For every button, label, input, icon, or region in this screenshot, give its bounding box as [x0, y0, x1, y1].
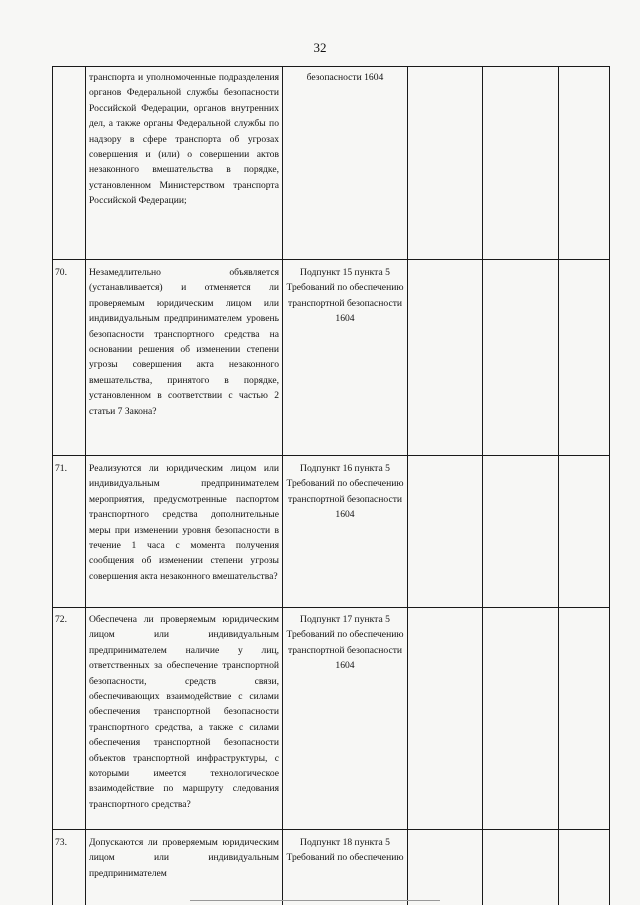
row-reference: безопасности 1604 — [306, 72, 384, 83]
page-edge-mark — [190, 900, 440, 901]
row-reference: Подпункт 16 пункта 5 Требований по обеспечению транспортной безопасности 1604 — [286, 463, 404, 521]
column-rule — [558, 66, 559, 905]
row-description: Допускаются ли проверяемым юридическим лицом или индивидуальным предпринимателем — [89, 837, 279, 879]
column-rule — [85, 66, 86, 905]
row-reference: Подпункт 15 пункта 5 Требований по обеспечению транспортной безопасности 1604 — [286, 267, 404, 325]
row-description: Незамедлительно объявляется (устанавливается) и отменяется ли проверяемым юридическим лицом или индивидуальным предпринимателем уровень безопасности транспортного средства на основании решения об изменении степени угрозы совершения акта незаконного вмешательства, принятого в порядке, установленном в соответствии с частью 2 статьи 7 Закона? — [89, 267, 279, 417]
column-rule — [407, 66, 408, 905]
column-rule — [282, 66, 283, 905]
row-description: транспорта и уполномоченные подразделения органов Федеральной службы безопасности Российской Федерации, органов внутренних дел, а также органы Федеральной службы по надзору в сфере транспорта об угрозах совершения и (или) о совершении актов незаконного вмешательства в порядке, установленном Министерством транспорта Российской Федерации; — [89, 72, 279, 207]
row-number: 70. — [55, 267, 67, 278]
row-number: 71. — [55, 463, 67, 474]
row-number: 73. — [55, 837, 67, 848]
row-reference: Подпункт 17 пункта 5 Требований по обеспечению транспортной безопасности 1604 — [286, 614, 404, 672]
column-rule — [609, 66, 610, 905]
column-rule — [482, 66, 483, 905]
row-reference: Подпункт 18 пункта 5 Требований по обеспечению — [286, 837, 404, 864]
checklist-table — [52, 66, 610, 905]
row-number: 72. — [55, 614, 67, 625]
row-rule — [52, 455, 610, 456]
column-rule — [52, 66, 53, 905]
row-description: Реализуются ли юридическим лицом или индивидуальным предпринимателем мероприятия, предусмотренные паспортом транспортного средства дополнительные меры при изменении уровня безопасности в течение 1 часа с момента получения сообщения об изменении степени угрозы совершения акта незаконного вмешательства? — [89, 463, 279, 582]
page-number: 32 — [313, 40, 327, 55]
row-rule — [52, 829, 610, 830]
row-description: Обеспечена ли проверяемым юридическим лицом или индивидуальным предпринимателем наличие у лиц, ответственных за обеспечение транспортной безопасности, средств связи, обеспечивающих взаимодействие с силами обеспечения транспортной безопасности транспортного средства, а также с силами обеспечения транспортной безопасности объектов транспортной инфраструктуры, с которыми имеется технологическое взаимодействие по маршруту следования транспортного средства? — [89, 614, 279, 810]
row-rule — [52, 607, 610, 608]
row-rule — [52, 66, 610, 67]
row-rule — [52, 259, 610, 260]
